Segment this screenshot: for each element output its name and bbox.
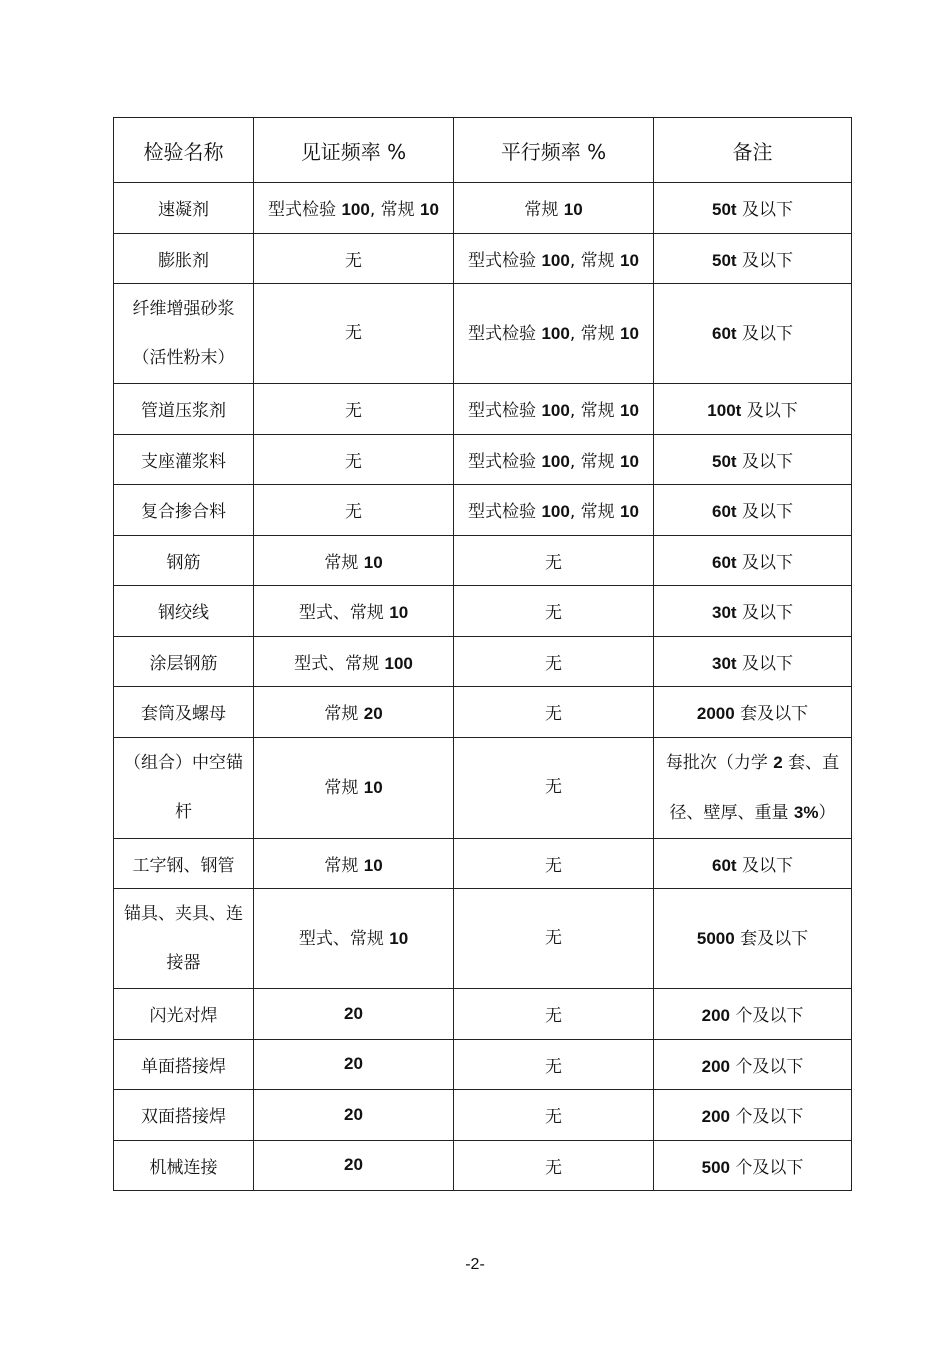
cell-parallel-frequency: 无 — [454, 838, 654, 889]
cell-inspection-name: 速凝剂 — [114, 183, 254, 234]
cell-remark: 200 个及以下 — [654, 1039, 852, 1090]
table-row — [114, 183, 852, 234]
cell-parallel-frequency: 常规 10 — [454, 183, 654, 234]
header-remark: 备注 — [654, 118, 852, 183]
table-row — [114, 434, 852, 485]
cell-witness-frequency: 常规 10 — [254, 535, 454, 586]
cell-witness-frequency: 常规 20 — [254, 687, 454, 738]
cell-parallel-frequency: 型式检验 100, 常规 10 — [454, 233, 654, 284]
cell-remark: 50t 及以下 — [654, 183, 852, 234]
cell-parallel-frequency: 无 — [454, 586, 654, 637]
cell-inspection-name: 膨胀剂 — [114, 233, 254, 284]
table-row — [114, 1039, 852, 1090]
header-inspection-name: 检验名称 — [114, 118, 254, 183]
cell-inspection-name: 纤维增强砂浆（活性粉末） — [114, 284, 254, 384]
cell-witness-frequency: 常规 10 — [254, 737, 454, 838]
cell-witness-frequency: 型式、常规 100 — [254, 636, 454, 687]
cell-witness-frequency: 20 — [254, 989, 454, 1040]
cell-parallel-frequency: 无 — [454, 989, 654, 1040]
cell-inspection-name: 套筒及螺母 — [114, 687, 254, 738]
table-row — [114, 737, 852, 838]
cell-inspection-name: 复合掺合料 — [114, 485, 254, 536]
cell-remark: 50t 及以下 — [654, 434, 852, 485]
cell-remark: 60t 及以下 — [654, 485, 852, 536]
cell-witness-frequency: 型式、常规 10 — [254, 586, 454, 637]
cell-remark: 100t 及以下 — [654, 384, 852, 435]
table-row — [114, 687, 852, 738]
cell-witness-frequency: 常规 10 — [254, 838, 454, 889]
table-row — [114, 989, 852, 1040]
cell-inspection-name: 闪光对焊 — [114, 989, 254, 1040]
cell-witness-frequency: 无 — [254, 384, 454, 435]
table-row — [114, 1140, 852, 1191]
cell-witness-frequency: 无 — [254, 284, 454, 384]
table-header-row — [114, 118, 852, 183]
cell-remark: 30t 及以下 — [654, 636, 852, 687]
table-row — [114, 284, 852, 384]
page-number: -2- — [465, 1256, 485, 1273]
cell-inspection-name: 涂层钢筋 — [114, 636, 254, 687]
table-row — [114, 535, 852, 586]
cell-inspection-name: （组合）中空锚杆 — [114, 737, 254, 838]
table-row — [114, 889, 852, 989]
cell-parallel-frequency: 无 — [454, 1090, 654, 1141]
cell-witness-frequency: 无 — [254, 434, 454, 485]
cell-parallel-frequency: 无 — [454, 889, 654, 989]
table-body — [114, 183, 852, 1191]
table-row — [114, 838, 852, 889]
header-witness-frequency: 见证频率 % — [254, 118, 454, 183]
cell-remark: 500 个及以下 — [654, 1140, 852, 1191]
cell-parallel-frequency: 无 — [454, 1140, 654, 1191]
cell-parallel-frequency: 型式检验 100, 常规 10 — [454, 384, 654, 435]
cell-inspection-name: 管道压浆剂 — [114, 384, 254, 435]
cell-remark: 30t 及以下 — [654, 586, 852, 637]
cell-remark: 2000 套及以下 — [654, 687, 852, 738]
table-row — [114, 1090, 852, 1141]
cell-inspection-name: 单面搭接焊 — [114, 1039, 254, 1090]
header-parallel-frequency: 平行频率 % — [454, 118, 654, 183]
cell-remark: 60t 及以下 — [654, 535, 852, 586]
cell-inspection-name: 工字钢、钢管 — [114, 838, 254, 889]
cell-remark: 60t 及以下 — [654, 838, 852, 889]
table-row — [114, 636, 852, 687]
cell-remark: 200 个及以下 — [654, 1090, 852, 1141]
inspection-frequency-table — [113, 117, 852, 1191]
table-row — [114, 233, 852, 284]
table-row — [114, 485, 852, 536]
cell-parallel-frequency: 无 — [454, 535, 654, 586]
cell-inspection-name: 钢绞线 — [114, 586, 254, 637]
cell-parallel-frequency: 型式检验 100, 常规 10 — [454, 485, 654, 536]
cell-witness-frequency: 型式检验 100, 常规 10 — [254, 183, 454, 234]
cell-parallel-frequency: 无 — [454, 1039, 654, 1090]
cell-remark: 200 个及以下 — [654, 989, 852, 1040]
cell-witness-frequency: 无 — [254, 485, 454, 536]
cell-inspection-name: 锚具、夹具、连接器 — [114, 889, 254, 989]
cell-remark: 50t 及以下 — [654, 233, 852, 284]
cell-parallel-frequency: 无 — [454, 636, 654, 687]
cell-remark: 60t 及以下 — [654, 284, 852, 384]
cell-remark: 每批次（力学 2 套、直径、壁厚、重量 3%） — [654, 737, 852, 838]
cell-witness-frequency: 20 — [254, 1140, 454, 1191]
cell-inspection-name: 机械连接 — [114, 1140, 254, 1191]
cell-inspection-name: 双面搭接焊 — [114, 1090, 254, 1141]
cell-witness-frequency: 无 — [254, 233, 454, 284]
cell-inspection-name: 支座灌浆料 — [114, 434, 254, 485]
table-row — [114, 384, 852, 435]
cell-remark: 5000 套及以下 — [654, 889, 852, 989]
cell-witness-frequency: 型式、常规 10 — [254, 889, 454, 989]
table-row — [114, 586, 852, 637]
cell-witness-frequency: 20 — [254, 1090, 454, 1141]
cell-witness-frequency: 20 — [254, 1039, 454, 1090]
cell-parallel-frequency: 型式检验 100, 常规 10 — [454, 284, 654, 384]
cell-parallel-frequency: 无 — [454, 687, 654, 738]
cell-parallel-frequency: 无 — [454, 737, 654, 838]
cell-inspection-name: 钢筋 — [114, 535, 254, 586]
cell-parallel-frequency: 型式检验 100, 常规 10 — [454, 434, 654, 485]
